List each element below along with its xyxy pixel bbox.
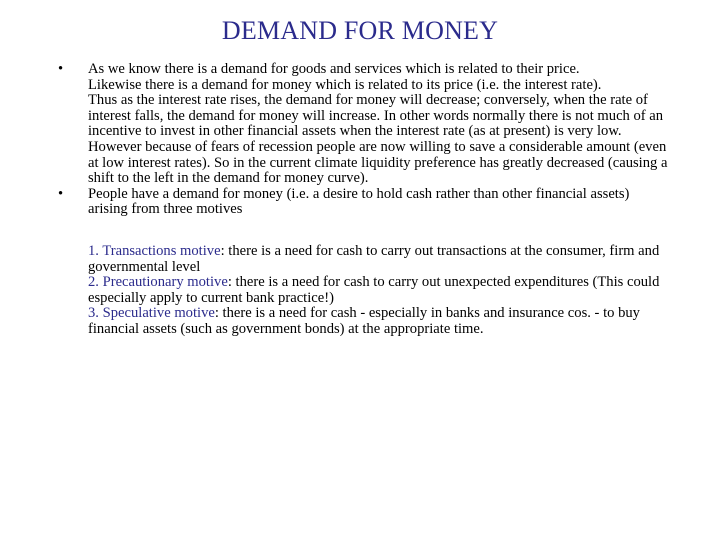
bullet-paragraph: People have a demand for money (i.e. a desire to hold cash rather than other financial assets) arising from three motives	[88, 185, 630, 218]
motive-text: : there is a need for cash to carry out unexpected expenditures (This could especially apply to current bank practice!)	[88, 274, 660, 306]
motive-text: : there is a need for cash to carry out transactions at the consumer, firm and governmental level	[88, 242, 660, 275]
motive-label: 3. Speculative motive	[88, 305, 215, 322]
slide-body	[58, 62, 668, 338]
motive-label: 2. Precautionary motive	[88, 274, 228, 291]
bullet-paragraph: As we know there is a demand for goods and services which is related to their price.	[88, 61, 580, 77]
bullet-icon: •	[58, 61, 64, 77]
motive-item	[88, 244, 668, 275]
bullet-item	[58, 187, 668, 218]
bullet-icon: •	[58, 185, 64, 202]
bullet-item	[58, 62, 668, 187]
motive-label: 1. Transactions motive	[88, 242, 221, 259]
motive-item	[88, 306, 668, 337]
motives-list	[58, 244, 668, 338]
bullet-paragraph: Thus as the interest rate rises, the demand for money will decrease; conversely, when the rate of interest falls, the demand for money will increase. In other words normally there is not much of an incentive to invest in other financial assets when the interest rate (as at present) is very low. However because of fears of recession people are now willing to save a considerable amount (even at low interest rates). So in the current climate liquidity preference has greatly decreased (causing a shift to the left in the demand for money curve).	[88, 92, 668, 187]
motive-item	[88, 275, 668, 306]
bullet-paragraph: Likewise there is a demand for money which is related to its price (i.e. the interest rate).	[88, 76, 602, 93]
motive-text: : there is a need for cash - especially in banks and insurance cos. - to buy financial assets (such as government bonds) at the appropriate time.	[88, 305, 640, 337]
slide-title: DEMAND FOR MONEY	[221, 16, 499, 45]
